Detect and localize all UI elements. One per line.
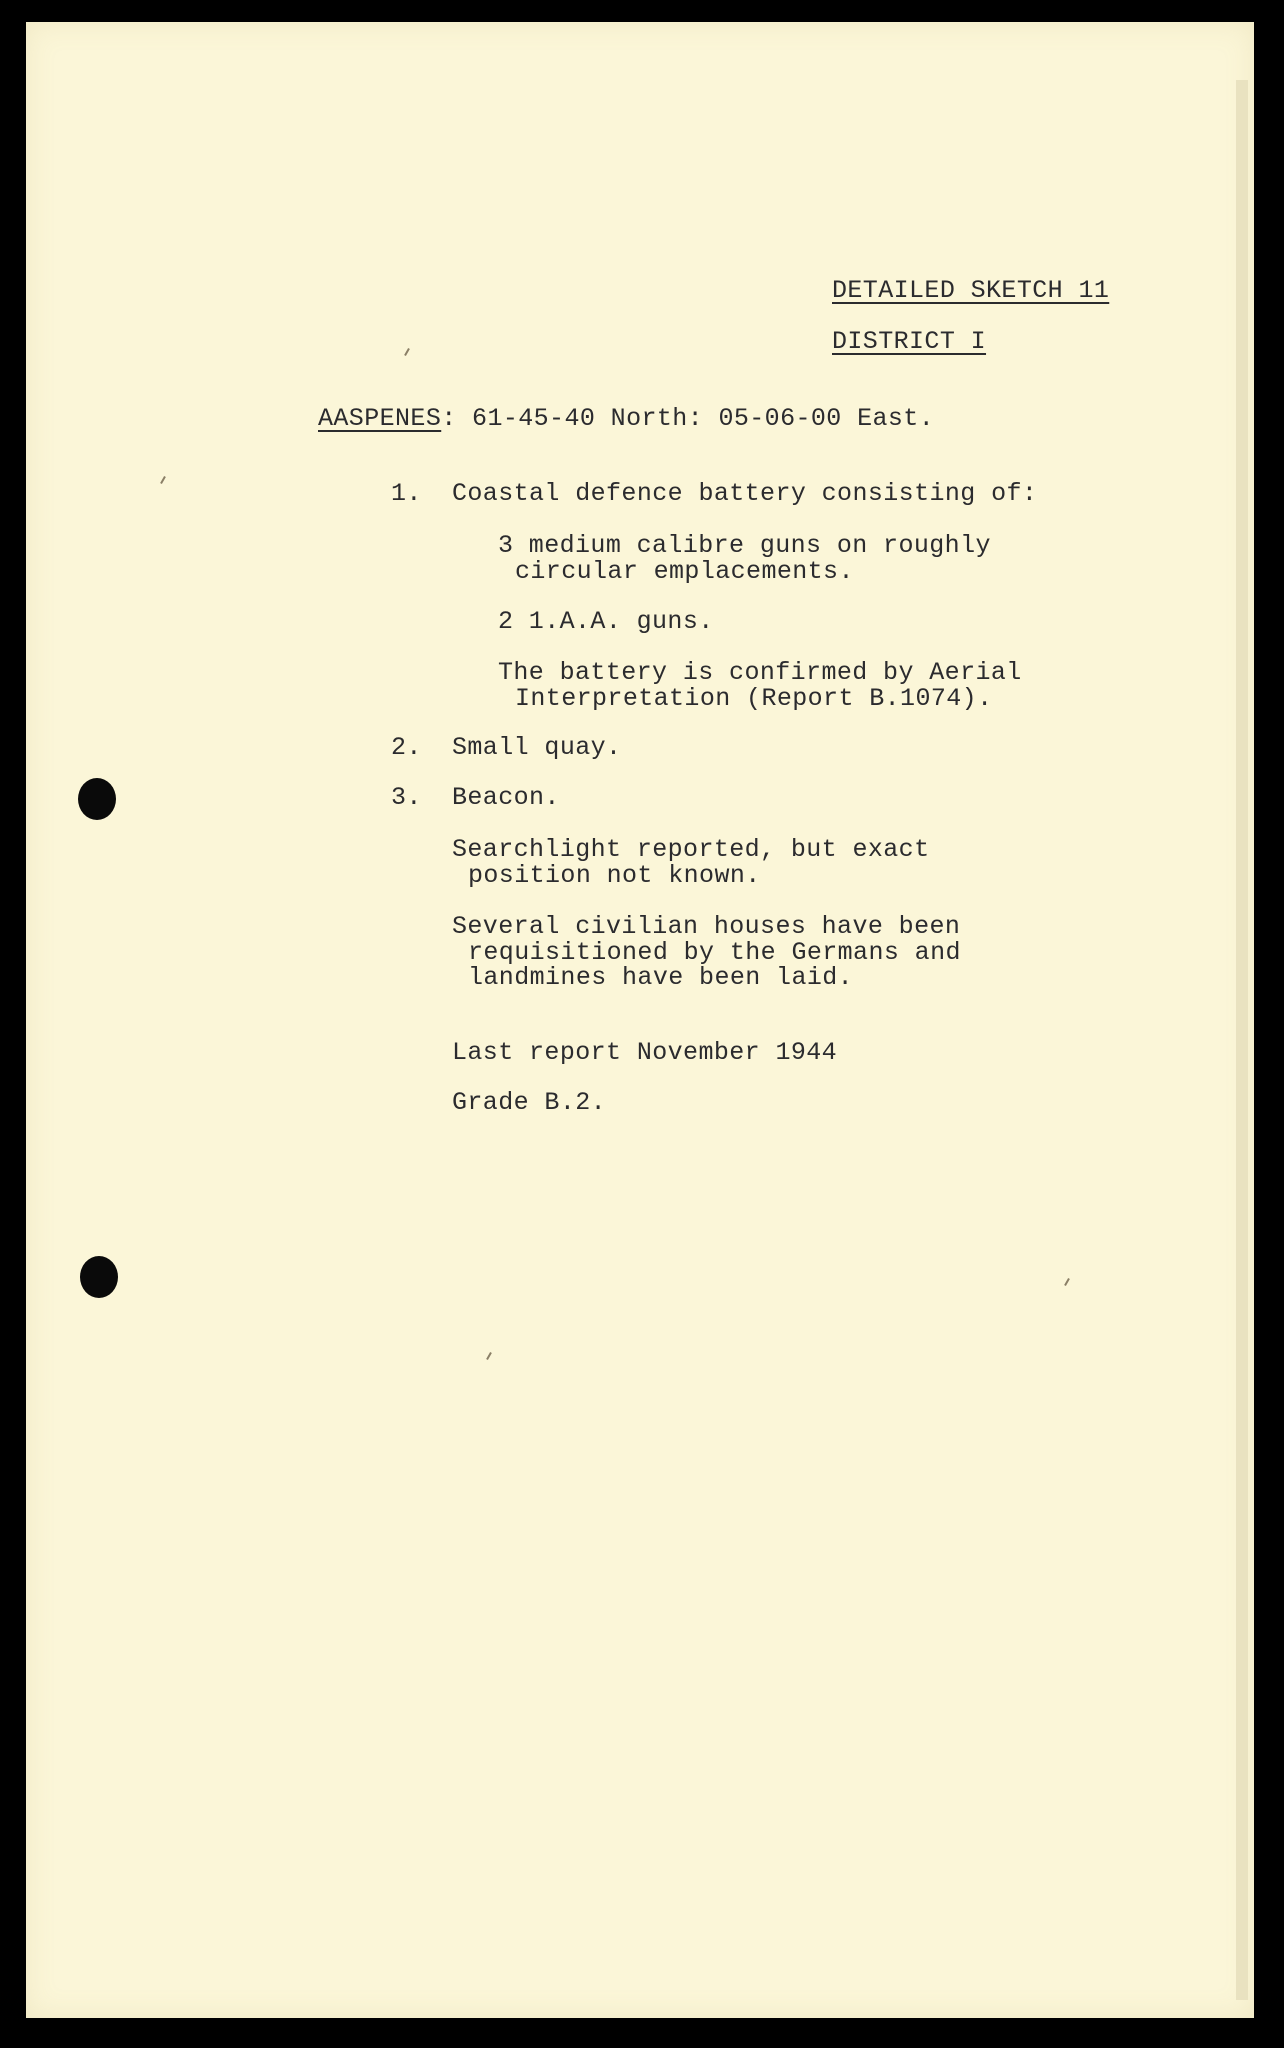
battery-detail: circular emplacements.: [515, 557, 854, 586]
punch-hole: [78, 778, 116, 820]
item-number: 2.: [391, 733, 422, 762]
sketch-title: DETAILED SKETCH 11: [832, 276, 1110, 305]
battery-detail: The battery is confirmed by Aerial: [498, 658, 1022, 687]
item-number: 1.: [391, 479, 422, 508]
item-text: Beacon.: [452, 783, 560, 812]
grade: Grade B.2.: [452, 1088, 607, 1117]
battery-detail: Interpretation (Report B.1074).: [515, 684, 993, 713]
location-name: AASPENES: [318, 404, 442, 433]
note-line: Searchlight reported, but exact: [452, 835, 930, 864]
location-coords: : 61-45-40 North: 05-06-00 East.: [441, 404, 935, 433]
note-line: landmines have been laid.: [468, 963, 854, 992]
battery-detail: 3 medium calibre guns on roughly: [498, 531, 991, 560]
note-line: position not known.: [468, 861, 761, 890]
item-number: 3.: [391, 783, 422, 812]
battery-detail: 2 1.A.A. guns.: [498, 607, 714, 636]
district-title: DISTRICT I: [832, 327, 987, 356]
item-text: Coastal defence battery consisting of:: [452, 479, 1038, 508]
punch-hole: [80, 1256, 118, 1298]
page-edge: [1236, 80, 1248, 2000]
note-line: Several civilian houses have been: [452, 912, 961, 941]
document-page: [26, 22, 1254, 2018]
location-line: [318, 406, 934, 432]
item-text: Small quay.: [452, 733, 622, 762]
note-line: requisitioned by the Germans and: [468, 938, 961, 967]
last-report: Last report November 1944: [452, 1038, 838, 1067]
